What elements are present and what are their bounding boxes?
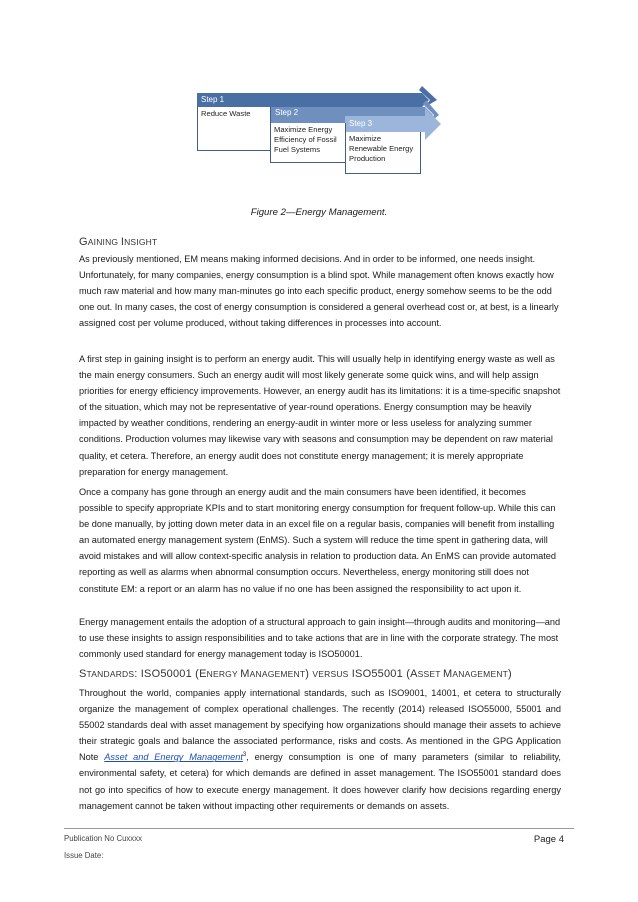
section-heading-gaining-insight: GAINING INSIGHT — [79, 236, 158, 248]
energy-management-diagram — [197, 86, 442, 178]
step-1-box — [197, 107, 271, 151]
paragraph-3: Once a company has gone through an energy audit and the main consumers have been identified, it becomes possible to specify appropriate KPIs and to start monitoring energy consumption for frequent follow-up. While this can be done manually, by jotting down meter data in an excel file on a regular basis, companies will benefit from installing an automated energy management system (EnMS). Such a system will reduce the time spent in gathering data, will avoid mistakes and will allow context-specific analysis in relation to production data. An EnMS can provide automated reporting as well as alarms when abnormal consumption occurs. Nevertheless, energy monitoring still does not constitute EM: a report or an alarm has no value if no one has been assigned the responsibility to act upon it. — [79, 487, 556, 594]
paragraph-4: Energy management entails the adoption of a structural approach to gain insight—through audits and monitoring—and to use these insights to assign responsibilities and to take actions that are in line with the corporate strategy. The most commonly used standard for energy management today is ISO50001. — [79, 617, 561, 660]
step-1-header: Step 1 — [201, 95, 225, 104]
step-1-text: Reduce Waste — [201, 109, 251, 118]
asset-energy-management-link[interactable]: Asset and Energy Management — [104, 752, 243, 763]
paragraph-2: A first step in gaining insight is to perform an energy audit. This will usually help in identifying energy waste as well as the main energy consumers. Such an energy audit will most likely generate some quick wins, and will help assign priorities for energy efficiency improvements. However, an energy audit has its limitations: it is a time-specific snapshot of the situation, which may not be representative of year-round operations. Energy consumption may be heavily impacted by weather conditions, rendering an energy-audit in winter more or less useless for analyzing summer conditions. Production volumes may likewise vary with seasons and consumption may be dependent on raw material quality, et cetera. Therefore, an energy audit does not constitute energy management; it is merely appropriate preparation for energy management. — [79, 354, 561, 477]
paragraph-5: Throughout the world, companies apply international standards, such as ISO9001, 14001, et cetera to structurally organize the management of complex operational challenges. The recently (2014) released ISO55000, 55001 and 55002 standards deal with asset management by specifying how organizations should manage their assets to achieve their strategic goals and balance the associated performance, risks and costs. As mentioned in the GPG Application Note Asset and Energy Management$^3$, energy consumption is one of many parameters (similar to reliability, environmental safety, et cetera) for which demands are defined in asset management. The ISO55001 standard does not go into specifics of how to execute energy management. It does however clarify how decisions regarding energy management cannot be taken without impacting other requirements or demands on assets. — [79, 688, 561, 811]
paragraph-1: As previously mentioned, EM means making informed decisions. And in order to be informed, one needs insight. Unfortunately, for many companies, energy consumption is a blind spot. While management often knows exactly how much raw material and how many man-minutes go into each specific product, energy somehow seems to be the odd one out. In many cases, the cost of energy consumption is considered a general overhead cost or, at best, is a linearly assigned cost per volume produced, without taking differences in processes into account. — [79, 254, 559, 329]
footer-publication: Publication No Cuxxxx — [64, 834, 143, 843]
section-heading-standards: STANDARDS: ISO50001 (ENERGY MANAGEMENT) VERSUS ISO55001 (ASSET MANAGEMENT) — [79, 668, 512, 680]
step-3-text: Maximize Renewable Energy Production — [349, 134, 414, 163]
step-1-arrow — [197, 93, 429, 107]
footer-divider — [64, 828, 574, 829]
footer-issue-date: Issue Date: — [64, 851, 104, 860]
step-2-text: Maximize Energy Efficiency of Fossil Fuel Systems — [274, 125, 337, 154]
step-2-box — [270, 123, 346, 163]
step-3-header: Step 3 — [349, 119, 373, 128]
step-3-box — [345, 132, 421, 174]
step-2-header: Step 2 — [275, 108, 299, 117]
figure-caption: Figure 2—Energy Management. — [250, 207, 388, 218]
footnote-marker: 3 — [242, 752, 247, 759]
footer-page-number: Page 4 — [533, 834, 564, 845]
